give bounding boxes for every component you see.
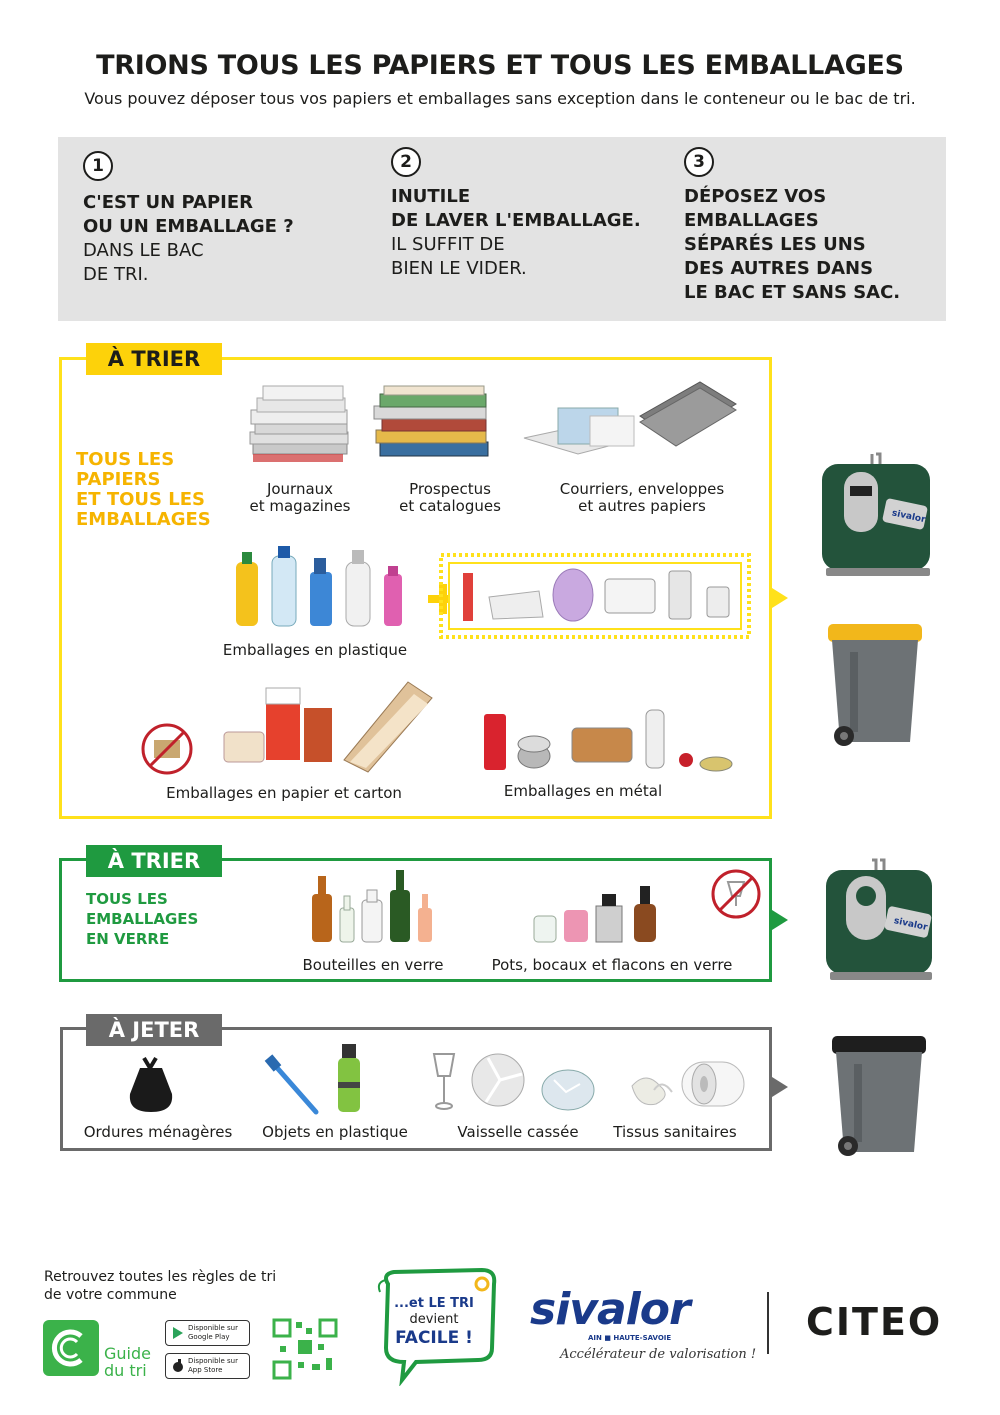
- caption-line: et catalogues: [399, 497, 501, 515]
- green-sorting-container-icon: [818, 452, 936, 580]
- slogan-line: ...et LE TRI: [394, 1296, 474, 1311]
- glass-jars-icon: [530, 880, 666, 946]
- catalogues-icon: [370, 384, 495, 464]
- caption-metal: Emballages en métal: [503, 782, 663, 800]
- category-line: EMBALLAGES: [86, 910, 199, 928]
- caption-pots: Pots, bocaux et flacons en verre: [491, 956, 733, 974]
- caption-courriers: [556, 481, 728, 515]
- guide-label-line: du tri: [104, 1361, 147, 1380]
- steps-panel: [58, 137, 946, 321]
- plastic-bottles-icon: [228, 542, 408, 632]
- forbidden-glass-icon: [710, 868, 762, 920]
- caption-line: et autres papiers: [578, 497, 706, 515]
- plastic-objects-icon: [262, 1042, 372, 1116]
- guide-label: [104, 1345, 151, 1379]
- badge-line: Disponible sur: [188, 1324, 238, 1332]
- yellow-lid-bin-icon: [822, 618, 926, 754]
- small-plastic-packaging-icon: [439, 553, 751, 639]
- sivalor-region: AIN ■ HAUTE-SAVOIE: [588, 1334, 672, 1342]
- badge-line: Google Play: [188, 1333, 230, 1341]
- glass-container-icon: [822, 856, 936, 984]
- caption-tissus: Tissus sanitaires: [613, 1123, 737, 1141]
- caption-line: Courriers, enveloppes: [559, 480, 725, 498]
- qr-code-icon[interactable]: [272, 1318, 338, 1380]
- guide-du-tri-logo[interactable]: [43, 1320, 99, 1376]
- sivalor-tagline: Accélérateur de valorisation !: [560, 1347, 757, 1362]
- step-3-line: LE BAC ET SANS SAC.: [684, 282, 901, 303]
- newspapers-icon: [245, 382, 355, 468]
- step-number-1: 1: [83, 151, 113, 181]
- step-1-line: DANS LE BAC: [83, 240, 204, 261]
- step-2-line: IL SUFFIT DE: [391, 234, 505, 255]
- guide-label-line: Guide: [104, 1344, 151, 1363]
- footer-divider: [767, 1292, 769, 1354]
- page-subtitle: Vous pouvez déposer tous vos papiers et emballages sans exception dans le conteneur ou le bac de tri.: [84, 89, 916, 108]
- arrow-right-icon: [772, 588, 788, 608]
- broken-dishes-icon: [428, 1050, 598, 1114]
- caption-journaux: [236, 481, 364, 515]
- caption-line: Journaux: [266, 480, 334, 498]
- container-label: sivalor: [892, 916, 929, 934]
- step-2-line: DE LAVER L'EMBALLAGE.: [391, 210, 641, 231]
- metal-packaging-icon: [480, 700, 736, 776]
- category-line: ET TOUS LES: [76, 489, 205, 510]
- caption-line: et magazines: [249, 497, 351, 515]
- caption-prospectus: [388, 481, 512, 515]
- commune-line: Retrouvez toutes les règles de tri: [44, 1269, 277, 1285]
- app-store-badge[interactable]: [165, 1353, 250, 1379]
- container-label: sivalor: [890, 508, 927, 526]
- step-2-line: BIEN LE VIDER.: [391, 258, 527, 279]
- arrow-right-icon: [772, 910, 788, 930]
- arrow-right-icon: [772, 1077, 788, 1097]
- step-3-line: SÉPARÉS LES UNS: [684, 234, 866, 255]
- caption-papier-carton: Emballages en papier et carton: [166, 784, 402, 802]
- badge-line: App Store: [188, 1366, 223, 1374]
- forbidden-paper-icon: [140, 722, 194, 776]
- category-line: TOUS LES: [76, 449, 175, 470]
- step-1-line: C'EST UN PAPIER: [83, 192, 253, 213]
- step-1-line: OU UN EMBALLAGE ?: [83, 216, 294, 237]
- slogan-line: devient: [409, 1312, 459, 1327]
- commune-rules-text: [44, 1268, 276, 1304]
- paper-carton-packaging-icon: [218, 676, 438, 774]
- page-title: TRIONS TOUS LES PAPIERS ET TOUS LES EMBALLAGES: [96, 50, 904, 81]
- citeo-logo: CITEO: [806, 1300, 943, 1344]
- category-papiers-emballages: [76, 450, 211, 530]
- section-tag-a-trier: À TRIER: [86, 343, 222, 375]
- caption-objets: Objets en plastique: [262, 1123, 408, 1141]
- step-number-3: 3: [684, 147, 714, 177]
- step-1-line: DE TRI.: [83, 264, 149, 285]
- caption-ordures: Ordures ménagères: [83, 1123, 233, 1141]
- step-3-line: EMBALLAGES: [684, 210, 819, 231]
- step-2-line: INUTILE: [391, 186, 471, 207]
- letters-notebooks-icon: [520, 378, 740, 458]
- sanitary-tissues-icon: [626, 1056, 750, 1112]
- sivalor-logo: sivalor: [530, 1284, 690, 1335]
- step-1: [83, 151, 353, 287]
- category-line: EN VERRE: [86, 930, 170, 948]
- step-3-line: DES AUTRES DANS: [684, 258, 874, 279]
- step-3: [684, 147, 954, 305]
- badge-line: Disponible sur: [188, 1357, 238, 1365]
- household-waste-bin-icon: [826, 1030, 932, 1164]
- caption-bouteilles: Bouteilles en verre: [302, 956, 444, 974]
- commune-line: de votre commune: [44, 1287, 177, 1303]
- slogan-line: FACILE !: [395, 1328, 473, 1348]
- caption-plastique: Emballages en plastique: [222, 641, 408, 659]
- step-number-2: 2: [391, 147, 421, 177]
- category-verre: [86, 889, 198, 949]
- section-tag-a-jeter: À JETER: [86, 1014, 222, 1046]
- step-2: [391, 147, 661, 281]
- caption-vaisselle: Vaisselle cassée: [457, 1123, 579, 1141]
- guide-logo-icon: [43, 1320, 99, 1376]
- trash-bag-icon: [126, 1054, 176, 1116]
- step-3-line: DÉPOSEZ VOS: [684, 186, 827, 207]
- google-play-icon: [172, 1326, 184, 1340]
- category-line: PAPIERS: [76, 469, 161, 490]
- google-play-badge[interactable]: [165, 1320, 250, 1346]
- section-tag-a-trier-verre: À TRIER: [86, 845, 222, 877]
- apple-icon: [172, 1359, 184, 1373]
- slogan-text: [384, 1296, 484, 1348]
- category-line: EMBALLAGES: [76, 509, 211, 530]
- glass-bottles-icon: [304, 868, 438, 946]
- category-line: TOUS LES: [86, 890, 168, 908]
- caption-line: Prospectus: [409, 480, 491, 498]
